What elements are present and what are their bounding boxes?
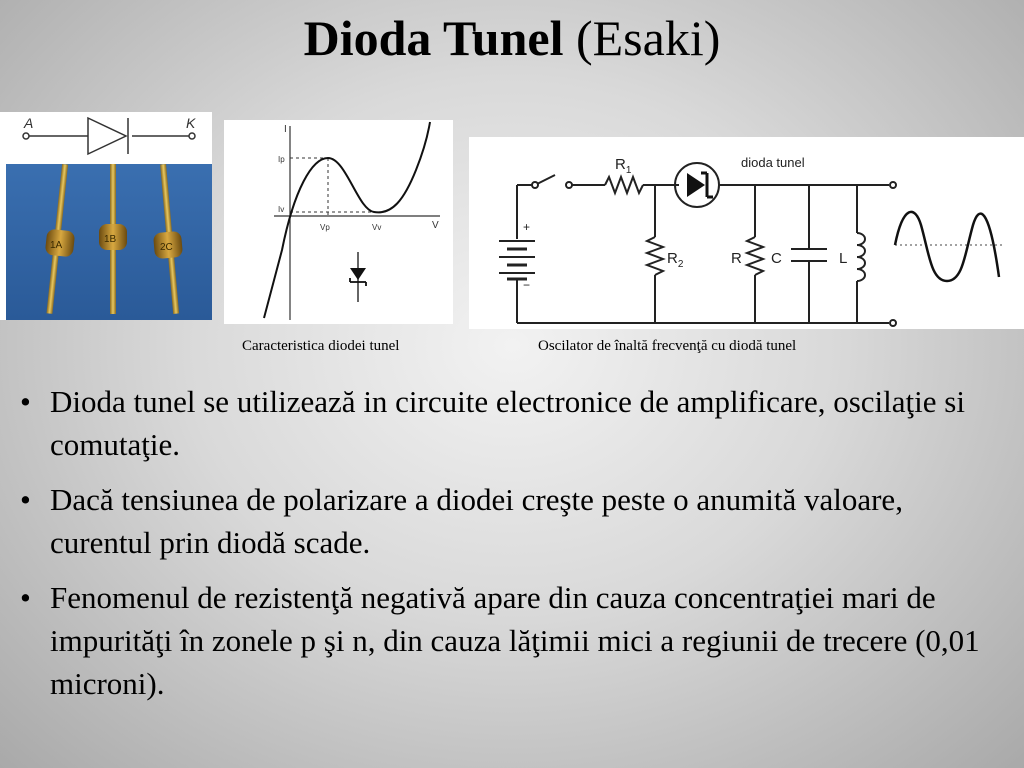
bullet-text: Dioda tunel se utilizează in circuite electronice de amplificare, oscilaţie si comutaţie.	[50, 384, 965, 462]
r2-label: $R_2$	[667, 250, 684, 270]
oscillator-circuit-figure	[469, 137, 1024, 329]
caption-oscillator: Oscilator de înaltă frecvenţă cu diodă tunel	[538, 338, 797, 354]
bullet-item	[0, 576, 1024, 705]
bullet-marker: •	[20, 482, 31, 517]
diode-label: dioda tunel	[741, 155, 805, 170]
bullet-text: Fenomenul de rezistenţă negativă apare din cauza concentraţiei mari de impurităţi în zonele p şi n, din cauza lăţimii mici a regiunii de trecere (0,01 microni).	[50, 580, 980, 701]
iv-curve-svg	[224, 120, 453, 324]
slide-title-normal: (Esaki)	[563, 10, 721, 66]
battery-plus: +	[523, 220, 531, 234]
caption-characteristic: Caracteristica diodei tunel	[242, 338, 400, 354]
diode-photo-svg	[0, 112, 212, 320]
iv-characteristic-figure	[224, 120, 453, 324]
valley-voltage-label: Vv	[372, 223, 382, 232]
bullet-text: Dacă tensiunea de polarizare a diodei creşte peste o anumită valoare, curentul prin diodă scade.	[50, 482, 903, 560]
bullet-item	[0, 478, 1024, 564]
r1-label: $R_1$	[615, 156, 632, 176]
x-axis-label: V	[432, 220, 439, 231]
svg-text:1B: 1B	[104, 234, 117, 245]
bullet-list	[0, 380, 1024, 717]
bullet-item	[0, 380, 1024, 466]
battery-minus: −	[523, 278, 531, 292]
valley-current-label: Iv	[278, 205, 285, 214]
c-label: C	[771, 250, 782, 267]
anode-label: A	[24, 115, 34, 131]
y-axis-label: I	[284, 124, 287, 135]
bullet-marker: •	[20, 580, 31, 615]
peak-voltage-label: Vp	[320, 223, 330, 232]
diode-photo-figure	[0, 112, 212, 320]
svg-text:2C: 2C	[160, 242, 173, 253]
svg-text:1A: 1A	[50, 240, 63, 251]
bullet-marker: •	[20, 384, 31, 419]
cathode-label: K	[186, 115, 196, 131]
oscillator-svg	[469, 137, 1024, 329]
slide-title	[0, 6, 1024, 70]
l-label: L	[839, 250, 848, 267]
r-label: R	[731, 250, 742, 267]
slide-title-bold: Dioda Tunel	[303, 10, 564, 66]
peak-current-label: Ip	[278, 155, 285, 164]
